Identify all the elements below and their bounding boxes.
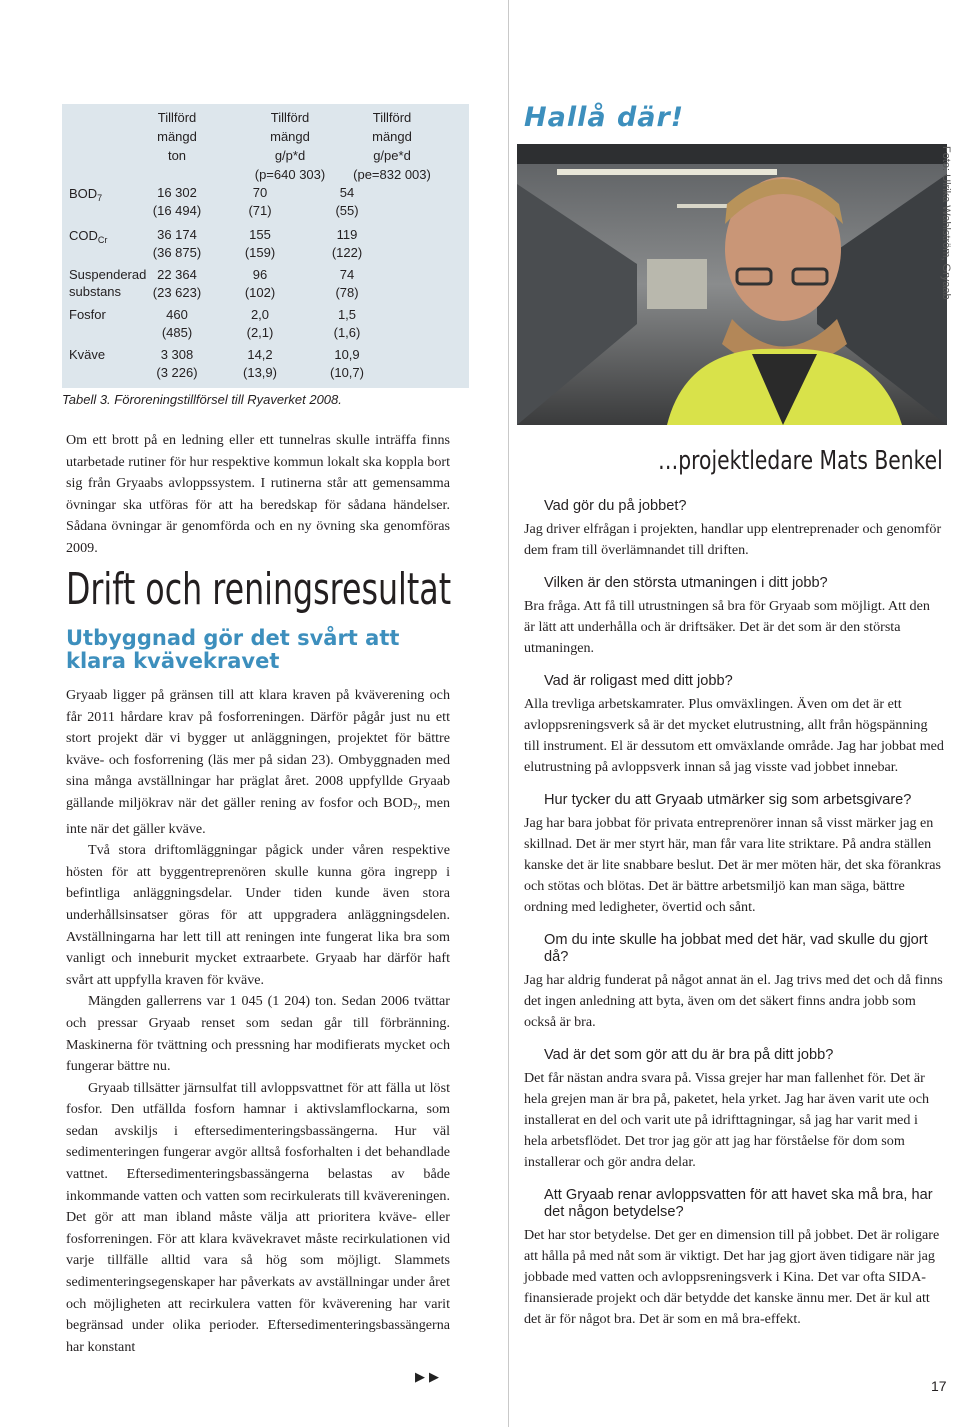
hallo-heading: Hallå där! xyxy=(524,102,685,133)
table-cell: 155 (159) xyxy=(244,227,276,260)
table-cell: 1,5 (1,6) xyxy=(333,307,361,340)
column-divider xyxy=(508,0,509,1427)
table-cell: 36 174 (36 875) xyxy=(152,227,202,260)
row-label: $COD_{Cr}$ xyxy=(69,228,108,245)
table-cell: 96 (102) xyxy=(244,267,276,300)
interview-question: Vad gör du på jobbet? xyxy=(544,498,687,514)
table-cell: 74 (78) xyxy=(335,267,359,300)
interview-answer: Alla trevliga arbetskamrater. Plus omväxlingen. Även om det är ett avloppsreningsverk så är det mycket elutrustning, allt från högspänning till instrument. El är dessutom ett omväxlande område. Jag har jobbat med elutrustning på avloppsverk innan så jag visste vad jobbet innebar. xyxy=(524,696,944,775)
photo-credit: Foto: Ulrika Wahlström, Gryaab xyxy=(940,146,952,300)
body-paragraph-2: Två stora driftomläggningar pågick under våren respektive hösten för att byggentreprenören skulle kunna göra ingrepp i befintliga anläggningsdelar. Under tiden kunde även stora underhållsinsatser göras för att uppgradera anläggningsdelen. Avställningarna har lett till att reningen inte fungerat lika bra som vanligt och inneburit mycket extraarbete. Gryaab har därför haft svårt att uppfylla kraven för kväve. xyxy=(66,842,450,988)
table-cell: 460 (485) xyxy=(161,307,193,340)
table-cell: 14,2 (13,9) xyxy=(243,347,277,380)
table-cell: 2,0 (2,1) xyxy=(246,307,274,340)
table-cell: 54 (55) xyxy=(335,185,359,218)
table-cell: 22 364 (23 623) xyxy=(152,267,202,300)
table-cell: 10,9 (10,7) xyxy=(330,347,364,380)
interview-answer: Det får nästan andra svara på. Vissa grejer har man fallenhet för. Det är hela grejen man är bra på, paketet, hela yrket. Jag har även varit ute och installerat en del och varit ute på idrifttagningar, så jag har varit med i hela arbetsflödet. Det tror jag gör att jag har förståelse för dom som installerar och gör andra delar. xyxy=(524,1070,930,1170)
continue-arrows-icon: ▶▶ xyxy=(415,1370,443,1385)
body-text xyxy=(66,685,450,1358)
interview-answer: Jag har aldrig funderat på något annat än el. Jag trivs med det och då finns det ingen anledning att byta, även om det säkert finns andra jobb som också är bra. xyxy=(524,972,943,1030)
interview-question: Vad är roligast med ditt jobb? xyxy=(544,673,733,689)
interview-answer: Det har stor betydelse. Det ger en dimension till på jobbet. Det är roligare att hålla på med nåt som är viktigt. Det har jag gjort även tidigare när jag jobbade med vatten och avloppsreningsverk i Kina. Det var ofta SIDA-finansierade projekt och där betydde det kanske ännu mer. Det är kul att det är för något bra. Det är som en må bra-effekt. xyxy=(524,1227,940,1327)
body-paragraph-1: Gryaab ligger på gränsen till att klara kraven på kväverening och får 2011 hårdare krav på fosforreningen. Därför pågår just nu ett stort projekt där vi bygger ut anläggningen, projektet för bättre kväve- och fosforrening (läs mer på sidan 23). Ombyggnaden med sina många avställningar har präglat året. 2008 uppfyllde Gryaab gällande miljökrav när det gäller rening av fosfor och $BOD_7$, men inte när det gäller kväve. xyxy=(66,687,450,837)
interview-question: Att Gryaab renar avloppsvatten för att havet ska må bra, har det någon betydelse? xyxy=(544,1187,933,1220)
body-paragraph-3: Mängden gallerrens var 1 045 (1 204) ton. Sedan 2006 tvättar och pressar Gryaab renset som sedan går till förbränning. Maskinerna för tvättning och pressning har modifierats mycket och fungerar bättre nu. xyxy=(66,993,450,1075)
row-label: $BOD_7$ xyxy=(69,186,103,203)
body-paragraph-4: Gryaab tillsätter järnsulfat till avloppsvattnet för att fälla ut löst fosfor. Den utfällda fosforn hamnar i aktivslamflockarna, som sedan avskiljs i eftersedimenteringsbassängerna. Hur väl sedimenteringen fungerar avgör alltså fosforhalten i det behandlade vattnet. Eftersedimenteringsbassängerna belastas av både inkommande vatten och vatten som recirkulerats till kvävereningen. Det gör att man ibland måste välja att prioritera kväve- eller fosforreningen. För att klara kvävekravet måste recirkulationen vid varje tillfälle alltid vara så hög som möjligt. Slammets sedimenteringsegenskaper har påverkats av avställningar under året och möjligheten att recirkulera vatten för kväverening har varit begränsad under olika perioder. Eftersedimenteringsbassängerna har konstant xyxy=(66,1079,450,1355)
portrait-photo xyxy=(517,144,947,425)
portrait-illustration xyxy=(517,144,947,425)
interviewee-name: …projektledare Mats Benkel xyxy=(658,446,943,476)
row-label: Kväve xyxy=(69,347,106,362)
interview-question: Vilken är den största utmaningen i ditt jobb? xyxy=(544,575,828,591)
intro-paragraph: Om ett brott på en ledning eller ett tunnelras skulle inträffa finns utarbetade rutiner för hur respektive kommun lokalt ska koppla bort sig från Gryaabs avloppssystem. I rutinerna står att gemensamma övningar ska utföras för att ha beredskap för sådana händelser. Sådana övningar är genomförda och en ny övning ska genomföras 2009. xyxy=(66,432,450,556)
header-gped: Tillförd mängd g/pe*d (pe=832 003) xyxy=(353,110,431,182)
interview-qa xyxy=(524,498,944,1344)
table-caption: Tabell 3. Föroreningstillförsel till Ryaverket 2008. xyxy=(62,392,342,407)
interview-question: Hur tycker du att Gryaab utmärker sig som arbetsgivare? xyxy=(544,792,912,808)
table-cell: 70 (71) xyxy=(248,185,272,218)
interview-question: Vad är det som gör att du är bra på ditt jobb? xyxy=(544,1047,834,1063)
interview-answer: Jag har bara jobbat för privata entreprenörer innan så visst märker jag en skillnad. Det är mer styrt här, man får vara lite striktare. På andra ställen kanske det är lite snabbare beslut. Det är mer möten här, det ska förankras och stötas och blötas. Det är bättre arbetsmiljö kan man säga, bättre ordning med ledigheter, övertid och sånt. xyxy=(524,815,941,915)
interview-answer: Jag driver elfrågan i projekten, handlar upp elentreprenader och genomför dem fram till överlämnandet till driften. xyxy=(524,521,942,558)
table-cell: 3 308 (3 226) xyxy=(156,347,198,380)
page-number: 17 xyxy=(931,1378,947,1394)
header-gpd: Tillförd mängd g/p*d (p=640 303) xyxy=(254,110,326,182)
header-ton: Tillförd mängd ton xyxy=(157,110,197,163)
interview-question: Om du inte skulle ha jobbat med det här, vad skulle du gjort då? xyxy=(544,932,928,965)
section-title: Drift och reningsresultat xyxy=(66,564,452,615)
table-cell: 119 (122) xyxy=(331,227,363,260)
row-label: Suspenderad substans xyxy=(69,267,147,299)
section-subheading: Utbyggnad gör det svårt att klara kvävekravet xyxy=(66,626,400,673)
row-label: Fosfor xyxy=(69,307,106,322)
interview-answer: Bra fråga. Att få till utrustningen så bra för Gryaab som möjligt. Att den är lätt att underhålla och är driftsäker. Det är det som är den största utmaningen. xyxy=(524,598,930,656)
table-cell: 16 302 (16 494) xyxy=(152,185,202,218)
